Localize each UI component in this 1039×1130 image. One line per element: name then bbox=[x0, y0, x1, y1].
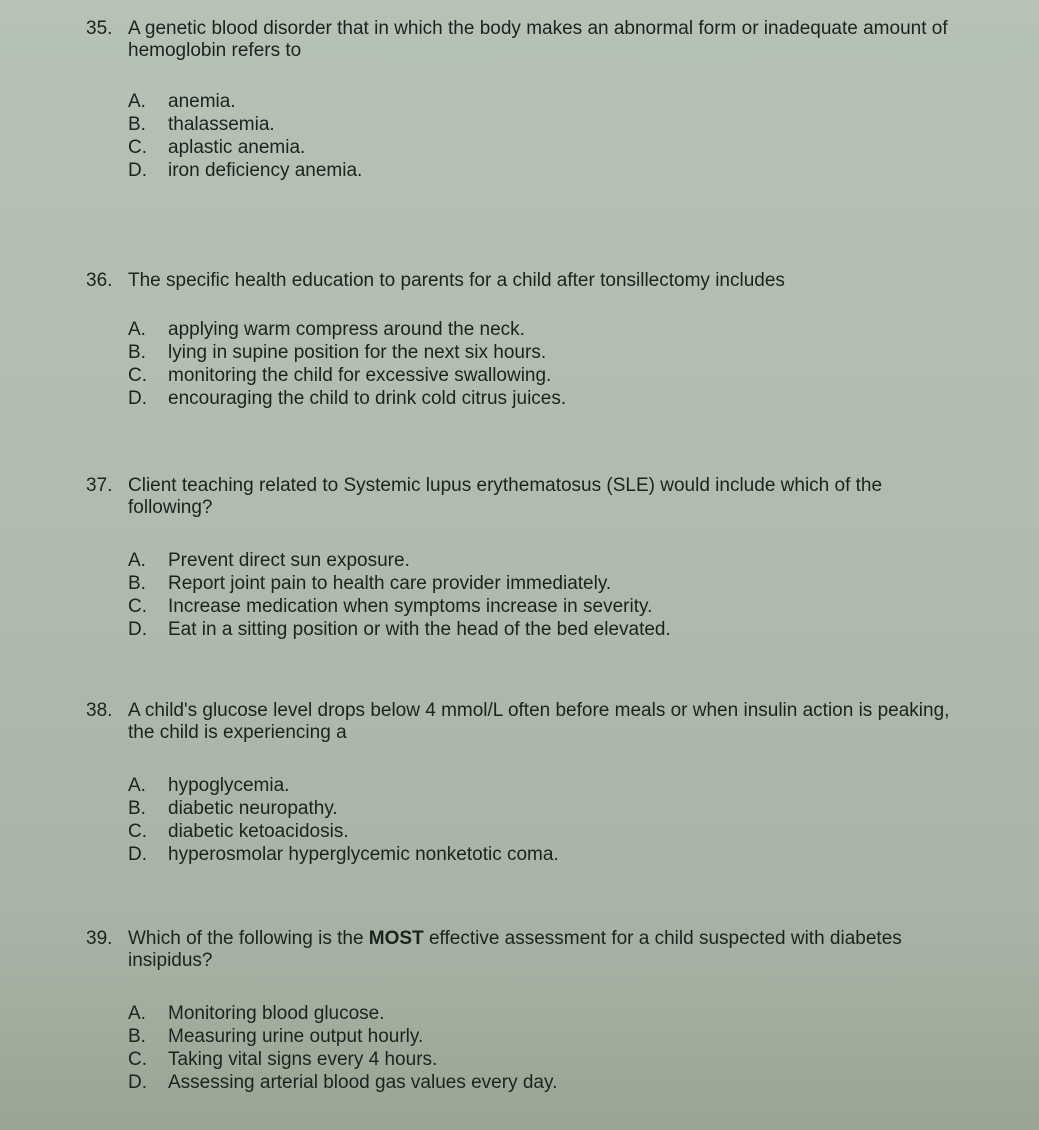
option-a[interactable] bbox=[128, 549, 966, 572]
option-letter: B. bbox=[128, 1026, 146, 1047]
options-list bbox=[86, 774, 966, 866]
option-d[interactable] bbox=[128, 159, 966, 182]
option-b[interactable] bbox=[128, 113, 966, 136]
option-text: Measuring urine output hourly. bbox=[168, 1026, 424, 1047]
option-c[interactable] bbox=[128, 595, 966, 618]
option-letter: D. bbox=[128, 844, 147, 865]
option-letter: D. bbox=[128, 619, 147, 640]
option-text: thalassemia. bbox=[168, 114, 275, 135]
question-38 bbox=[86, 700, 966, 866]
question-number: 38. bbox=[86, 700, 113, 721]
option-letter: D. bbox=[128, 388, 147, 409]
option-d[interactable] bbox=[128, 843, 966, 866]
option-d[interactable] bbox=[128, 618, 966, 641]
option-letter: C. bbox=[128, 596, 147, 617]
option-letter: B. bbox=[128, 798, 146, 819]
option-b[interactable] bbox=[128, 1025, 966, 1048]
option-letter: D. bbox=[128, 160, 147, 181]
option-c[interactable] bbox=[128, 364, 966, 387]
question-number: 35. bbox=[86, 18, 113, 39]
question-text: Client teaching related to Systemic lupus erythematosus (SLE) would include which of the following? bbox=[128, 475, 883, 518]
option-text: hypoglycemia. bbox=[168, 775, 290, 796]
option-text: aplastic anemia. bbox=[168, 137, 306, 158]
option-letter: C. bbox=[128, 137, 147, 158]
question-text: A genetic blood disorder that in which the body makes an abnormal form or inadequate amount of hemoglobin refers to bbox=[128, 18, 948, 61]
option-text: Prevent direct sun exposure. bbox=[168, 550, 410, 571]
option-letter: D. bbox=[128, 1072, 147, 1093]
option-text: anemia. bbox=[168, 91, 236, 112]
question-stem bbox=[86, 18, 966, 62]
option-c[interactable] bbox=[128, 820, 966, 843]
question-stem bbox=[86, 475, 966, 519]
option-letter: B. bbox=[128, 342, 146, 363]
option-c[interactable] bbox=[128, 1048, 966, 1071]
option-d[interactable] bbox=[128, 387, 966, 410]
option-a[interactable] bbox=[128, 318, 966, 341]
option-text: hyperosmolar hyperglycemic nonketotic coma. bbox=[168, 844, 559, 865]
question-emphasis: MOST bbox=[368, 928, 424, 949]
option-text: applying warm compress around the neck. bbox=[168, 319, 525, 340]
question-number: 39. bbox=[86, 928, 113, 949]
option-letter: A. bbox=[128, 319, 146, 340]
question-text-after: effective assessment for a child suspected with diabetes insipidus? bbox=[128, 928, 902, 971]
question-36 bbox=[86, 270, 966, 410]
option-letter: B. bbox=[128, 573, 146, 594]
option-text: iron deficiency anemia. bbox=[168, 160, 363, 181]
option-letter: C. bbox=[128, 821, 147, 842]
option-b[interactable] bbox=[128, 797, 966, 820]
option-text: encouraging the child to drink cold citrus juices. bbox=[168, 388, 567, 409]
option-a[interactable] bbox=[128, 90, 966, 113]
option-letter: A. bbox=[128, 91, 146, 112]
option-text: Report joint pain to health care provider immediately. bbox=[168, 573, 612, 594]
option-letter: C. bbox=[128, 1049, 147, 1070]
question-text: A child's glucose level drops below 4 mmol/L often before meals or when insulin action is peaking, the child is experiencing a bbox=[128, 700, 950, 743]
option-letter: A. bbox=[128, 550, 146, 571]
option-text: monitoring the child for excessive swallowing. bbox=[168, 365, 552, 386]
option-letter: C. bbox=[128, 365, 147, 386]
option-text: Eat in a sitting position or with the head of the bed elevated. bbox=[168, 619, 671, 640]
question-39 bbox=[86, 928, 966, 1094]
question-text bbox=[128, 928, 966, 972]
question-text-before: Which of the following is the bbox=[128, 928, 369, 949]
option-letter: B. bbox=[128, 114, 146, 135]
options-list bbox=[86, 318, 966, 410]
options-list bbox=[86, 1002, 966, 1094]
question-stem bbox=[86, 270, 966, 292]
option-text: Monitoring blood glucose. bbox=[168, 1003, 385, 1024]
option-letter: A. bbox=[128, 775, 146, 796]
question-35 bbox=[86, 18, 966, 182]
option-text: Assessing arterial blood gas values every day. bbox=[168, 1072, 558, 1093]
question-37 bbox=[86, 475, 966, 641]
question-stem bbox=[86, 700, 966, 744]
option-a[interactable] bbox=[128, 1002, 966, 1025]
question-number: 37. bbox=[86, 475, 113, 496]
option-a[interactable] bbox=[128, 774, 966, 797]
option-b[interactable] bbox=[128, 572, 966, 595]
option-b[interactable] bbox=[128, 341, 966, 364]
option-text: Taking vital signs every 4 hours. bbox=[168, 1049, 438, 1070]
option-d[interactable] bbox=[128, 1071, 966, 1094]
question-stem bbox=[86, 928, 966, 972]
option-letter: A. bbox=[128, 1003, 146, 1024]
option-c[interactable] bbox=[128, 136, 966, 159]
option-text: diabetic neuropathy. bbox=[168, 798, 338, 819]
question-text: The specific health education to parents for a child after tonsillectomy includes bbox=[128, 270, 785, 291]
option-text: lying in supine position for the next six hours. bbox=[168, 342, 547, 363]
question-number: 36. bbox=[86, 270, 113, 291]
option-text: Increase medication when symptoms increase in severity. bbox=[168, 596, 653, 617]
options-list bbox=[86, 90, 966, 182]
option-text: diabetic ketoacidosis. bbox=[168, 821, 349, 842]
options-list bbox=[86, 549, 966, 641]
